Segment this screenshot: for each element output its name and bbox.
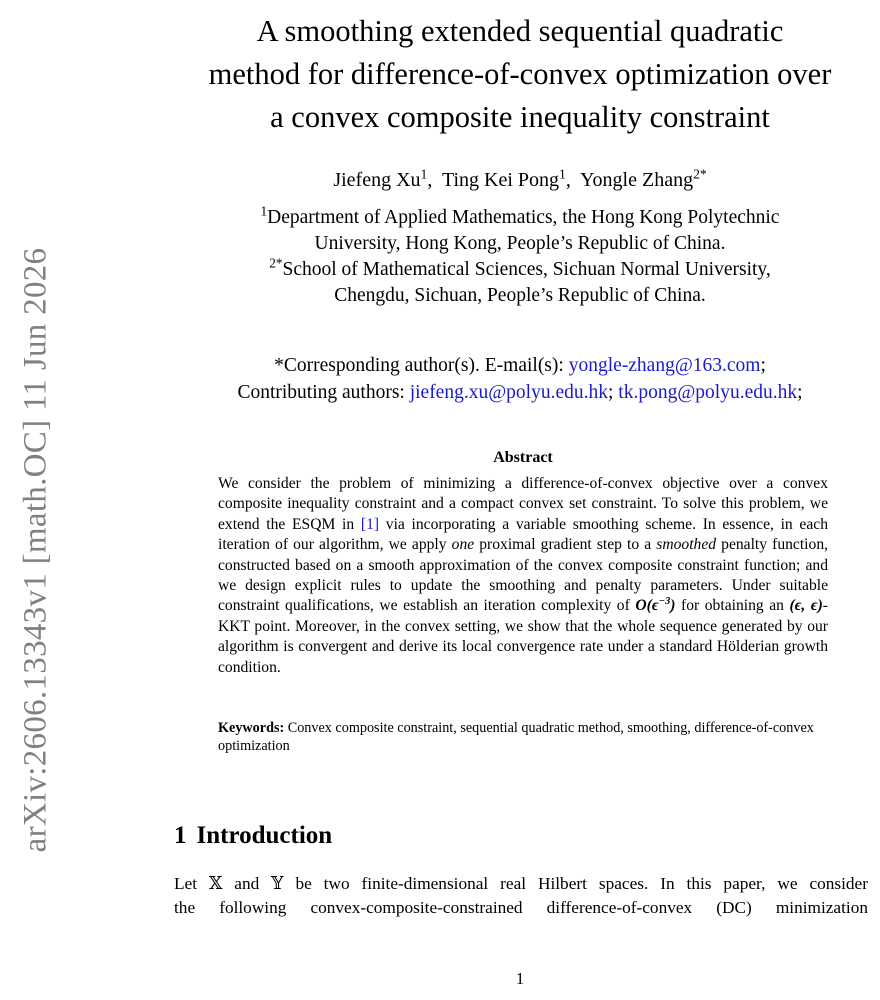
separator: ; <box>608 382 614 403</box>
corresponding-prefix: *Corresponding author(s). E-mail(s): <box>274 355 569 376</box>
section-title: Introduction <box>196 822 333 849</box>
complexity-formula <box>635 597 675 614</box>
formula-end: ) <box>670 597 676 615</box>
abstract-segment: -KKT point. Moreover, in the convex setting, we show that the whole sequence generated by our algorithm is convergent and derive its local convergence rate under a standard Hölderian growth condition. <box>218 597 828 676</box>
affiliation-text: Department of Applied Mathematics, the Hong Kong Polytechnic <box>267 207 780 228</box>
contributing-authors-line <box>170 379 870 406</box>
affiliation-text: School of Mathematical Sciences, Sichuan Normal University, <box>282 259 771 280</box>
correspondence <box>170 352 870 406</box>
author-name: Ting Kei Pong <box>441 169 560 191</box>
abstract-segment: We consider the problem of minimizing a difference-of-convex objective over a convex composite inequality constraint and a compact convex set constraint. To solve this problem, we extend the ESQM in <box>218 475 828 533</box>
keywords <box>218 719 828 755</box>
author-name: Yongle Zhang <box>580 169 694 191</box>
formula-base: O(ϵ <box>635 597 659 615</box>
title-line: method for difference-of-convex optimization over <box>208 57 832 91</box>
title-line: A smoothing extended sequential quadratic <box>256 14 784 48</box>
author-name: Jiefeng Xu <box>333 169 421 191</box>
affiliation-line <box>170 257 870 283</box>
author-mark: 1 <box>420 166 428 182</box>
section-number: 1 <box>174 822 187 849</box>
contributing-prefix: Contributing authors: <box>237 382 410 403</box>
intro-line: the following convex-composite-constrained difference-of-convex (DC) minimization <box>174 898 868 917</box>
abstract-heading: Abstract <box>493 449 553 466</box>
author-mark: 1 <box>559 166 566 182</box>
abstract-segment: for obtaining an <box>675 597 790 615</box>
abstract-segment: via incorporating a variable smoothing scheme. In essence, in each iteration of our algorithm, we apply <box>218 515 828 554</box>
separator: ; <box>760 355 766 376</box>
keywords-text: Convex composite constraint, sequential quadratic method, smoothing, difference-of-convex optimization <box>218 720 814 754</box>
contributing-email-link[interactable]: jiefeng.xu@polyu.edu.hk <box>409 382 608 403</box>
affiliation-mark: 2* <box>269 255 283 271</box>
arxiv-identifier: arXiv:2606.13343v1 [math.OC] 11 Jun 2026 <box>17 247 54 853</box>
affiliation-line <box>170 205 870 231</box>
corresponding-email-link[interactable]: yongle-zhang@163.com <box>568 355 761 376</box>
contributing-email-link[interactable]: tk.pong@polyu.edu.hk <box>618 382 798 403</box>
page-number: 1 <box>515 969 525 988</box>
paper-title <box>170 10 870 139</box>
intro-line: Let 𝕏 and 𝕐 be two finite-dimensional real Hilbert spaces. In this paper, we consider <box>174 874 868 893</box>
corresponding-author-line <box>170 352 870 379</box>
abstract-text <box>218 474 828 678</box>
abstract-emphasis: smoothed <box>656 536 717 554</box>
affiliation-line: Chengdu, Sichuan, People’s Republic of China. <box>334 285 706 306</box>
abstract-segment: penalty function, constructed based on a smooth approximation of the convex composite constraint function; and we design explicit rules to update the smoothing and penalty parameters. Under suitable constraint qualifications, we establish an iteration complexity of <box>218 536 829 615</box>
affiliation-mark: 1 <box>260 203 268 219</box>
kkt-formula: (ϵ, ϵ) <box>789 597 823 615</box>
title-line: a convex composite inequality constraint <box>270 100 770 134</box>
keywords-label: Keywords: <box>218 720 285 736</box>
affiliation-line: University, Hong Kong, People’s Republic of China. <box>314 233 726 254</box>
formula-exponent: −3 <box>658 596 671 608</box>
section-heading <box>174 822 332 850</box>
author-list: Jiefeng Xu$^1$, Ting Kei Pong$^1$, Yongle Zhang$^{2*}$ <box>333 166 707 191</box>
separator: ; <box>797 382 803 403</box>
citation-link[interactable]: [1] <box>360 515 380 533</box>
abstract-emphasis: one <box>451 536 475 554</box>
affiliations <box>170 205 870 309</box>
intro-paragraph <box>174 872 868 920</box>
abstract-segment: proximal gradient step to a <box>474 536 657 554</box>
author-mark: 2* <box>693 166 707 182</box>
